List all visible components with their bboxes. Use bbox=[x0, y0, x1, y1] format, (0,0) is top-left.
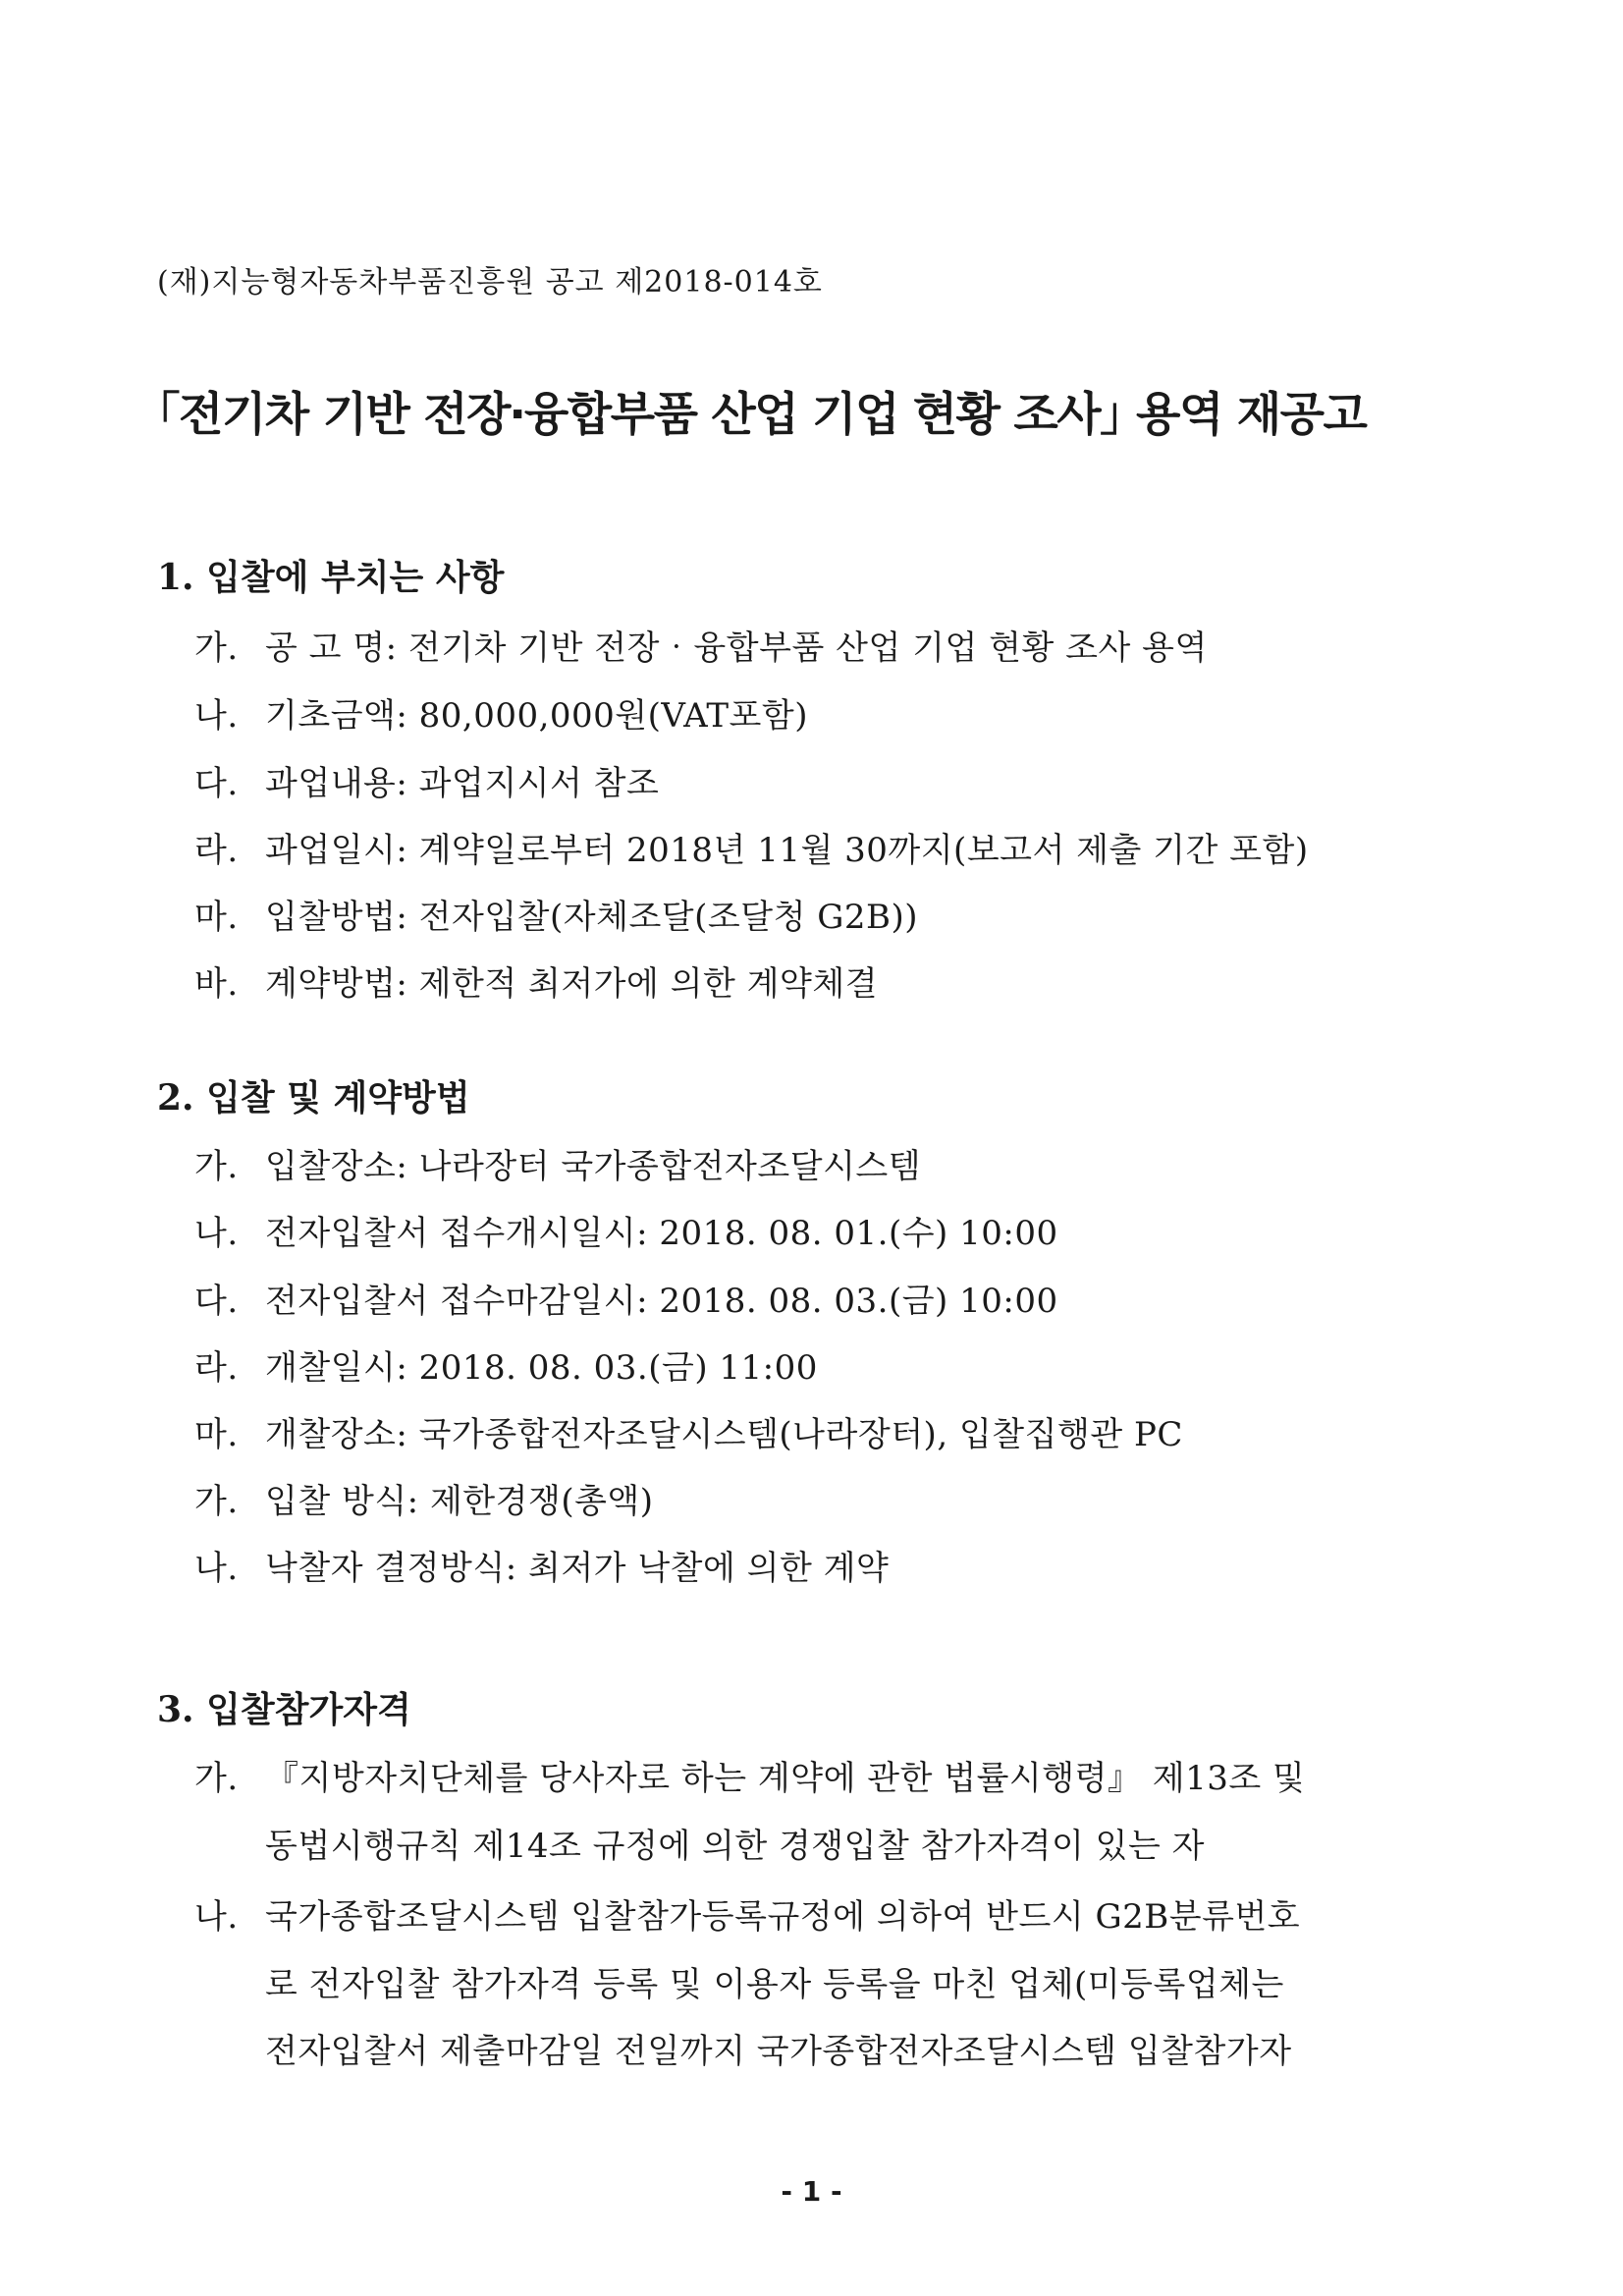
item-marker: 가. bbox=[194, 629, 239, 668]
item-text: 전자입찰서 접수개시일시: 2018. 08. 01.(수) 10:00 bbox=[265, 1214, 1058, 1253]
section-2-item bbox=[194, 1139, 921, 1187]
item-marker: 가. bbox=[194, 1147, 239, 1186]
notice-number: (재)지능형자동차부품진흥원 공고 제2018-014호 bbox=[157, 265, 823, 300]
section-1-item bbox=[194, 823, 1309, 871]
section-1-heading: 1. 입찰에 부치는 사항 bbox=[157, 557, 505, 598]
document-title: ｢전기차 기반 전장‧융합부품 산업 기업 현황 조사｣ 용역 재공고 bbox=[157, 388, 1367, 442]
item-marker: 마. bbox=[194, 898, 239, 937]
section-2-item bbox=[194, 1340, 818, 1389]
item-text: 입찰장소: 나라장터 국가종합전자조달시스템 bbox=[265, 1147, 922, 1186]
item-text: 입찰방법: 전자입찰(자체조달(조달청 G2B)) bbox=[265, 898, 919, 937]
item-text: 과업내용: 과업지시서 참조 bbox=[265, 764, 660, 803]
item-text: 낙찰자 결정방식: 최저가 낙찰에 의한 계약 bbox=[265, 1549, 890, 1588]
item-marker: 다. bbox=[194, 764, 239, 803]
item-continuation-line: 동법시행규칙 제14조 규정에 의한 경쟁입찰 참가자격이 있는 자 bbox=[265, 1827, 1206, 1866]
section-2-item bbox=[194, 1474, 654, 1522]
section-3-item bbox=[194, 1751, 1305, 1799]
item-text: 공 고 명: 전기차 기반 전장‧융합부품 산업 기업 현황 조사 용역 bbox=[265, 629, 1208, 668]
item-marker: 나. bbox=[194, 1214, 239, 1253]
section-2-item bbox=[194, 1206, 1058, 1254]
section-1-item bbox=[194, 890, 918, 938]
item-marker: 나. bbox=[194, 696, 239, 736]
item-continuation-line: 전자입찰서 제출마감일 전일까지 국가종합전자조달시스템 입찰참가자 bbox=[265, 2032, 1292, 2071]
item-marker: 가. bbox=[194, 1759, 239, 1798]
item-marker: 바. bbox=[194, 964, 239, 1004]
item-text: 개찰장소: 국가종합전자조달시스템(나라장터), 입찰집행관 PC bbox=[265, 1415, 1183, 1454]
section-2-item bbox=[194, 1274, 1058, 1322]
item-text: 입찰 방식: 제한경쟁(총액) bbox=[265, 1482, 654, 1521]
section-1-item bbox=[194, 688, 808, 737]
item-text: 기초금액: 80,000,000원(VAT포함) bbox=[265, 696, 808, 736]
item-text: 과업일시: 계약일로부터 2018년 11월 30까지(보고서 제출 기간 포함) bbox=[265, 831, 1309, 870]
section-3-heading: 3. 입찰참가자격 bbox=[157, 1689, 411, 1730]
section-1-item bbox=[194, 957, 878, 1005]
page-number: - 1 - bbox=[781, 2175, 842, 2208]
item-marker: 다. bbox=[194, 1282, 239, 1321]
item-text: 계약방법: 제한적 최저가에 의한 계약체결 bbox=[265, 964, 879, 1004]
section-1-item bbox=[194, 621, 1208, 669]
item-marker: 가. bbox=[194, 1482, 239, 1521]
section-3-item bbox=[194, 1889, 1300, 1938]
item-text: 개찰일시: 2018. 08. 03.(금) 11:00 bbox=[265, 1348, 818, 1388]
item-continuation-line: 로 전자입찰 참가자격 등록 및 이용자 등록을 마친 업체(미등록업체는 bbox=[265, 1965, 1284, 2004]
item-marker: 나. bbox=[194, 1549, 239, 1588]
section-1-item bbox=[194, 756, 659, 804]
item-marker: 마. bbox=[194, 1415, 239, 1454]
item-text-line: 국가종합조달시스템 입찰참가등록규정에 의하여 반드시 G2B분류번호 bbox=[265, 1897, 1301, 1937]
section-2-heading: 2. 입찰 및 계약방법 bbox=[157, 1077, 470, 1119]
item-text-line: 『지방자치단체를 당사자로 하는 계약에 관한 법률시행령』 제13조 및 bbox=[265, 1759, 1306, 1798]
item-marker: 라. bbox=[194, 1348, 239, 1388]
item-text: 전자입찰서 접수마감일시: 2018. 08. 03.(금) 10:00 bbox=[265, 1282, 1058, 1321]
section-2-item bbox=[194, 1541, 889, 1589]
item-marker: 나. bbox=[194, 1897, 239, 1937]
section-2-item bbox=[194, 1407, 1183, 1455]
item-marker: 라. bbox=[194, 831, 239, 870]
